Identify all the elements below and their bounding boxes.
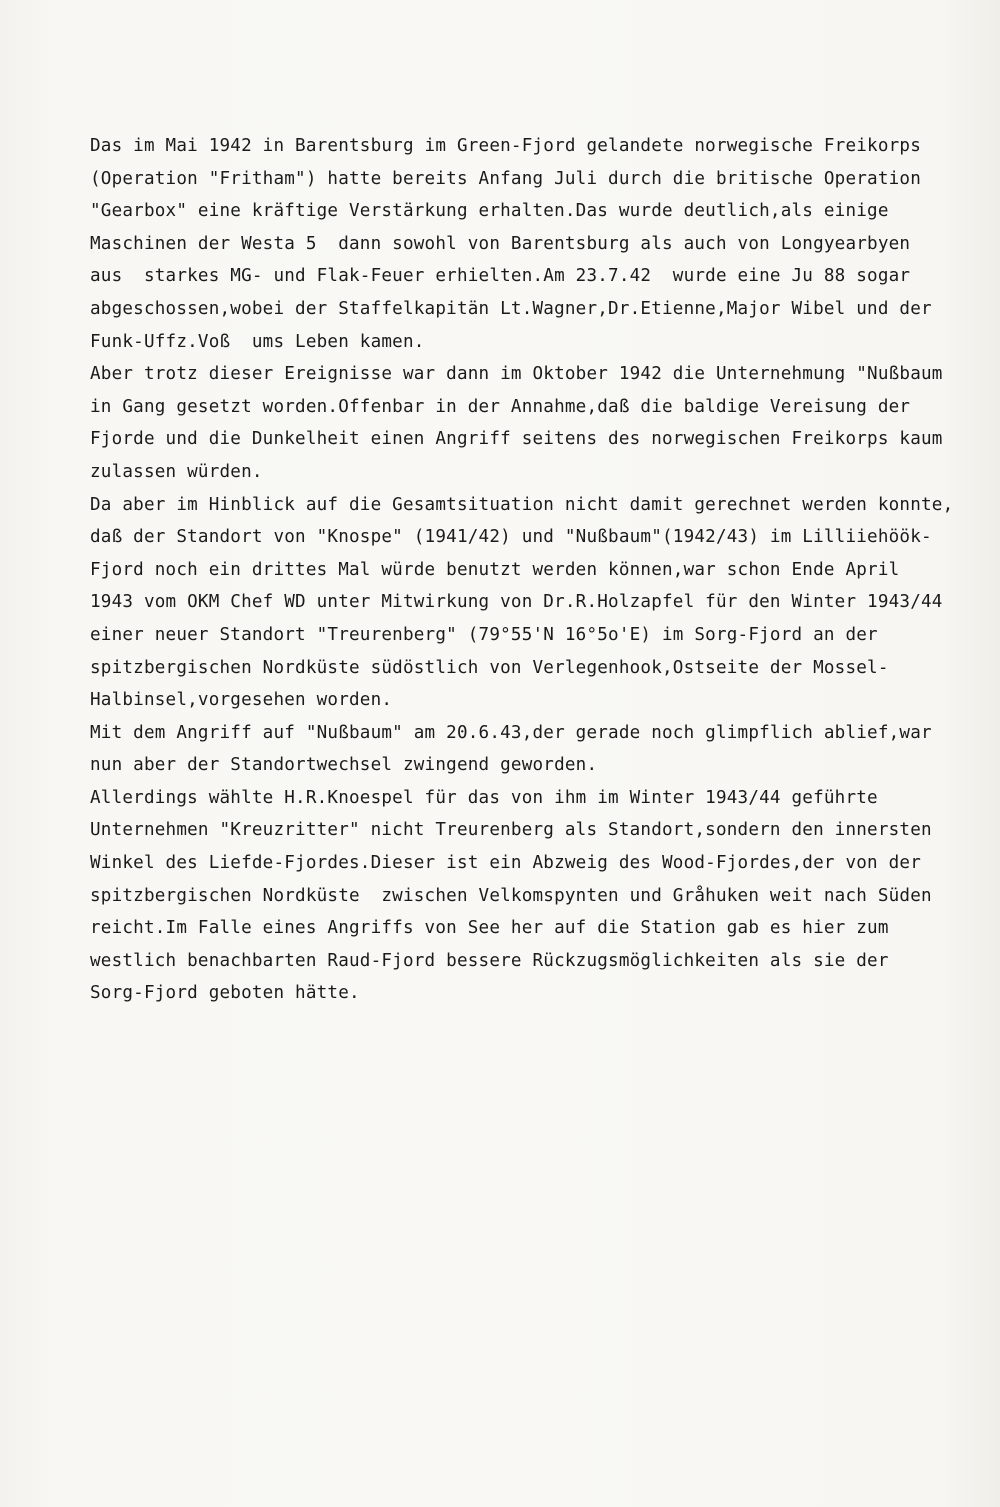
text-line: spitzbergischen Nordküste zwischen Velkomspynten und Gråhuken weit nach Süden xyxy=(90,885,932,906)
text-line: Aber trotz dieser Ereignisse war dann im Oktober 1942 die Unternehmung "Nußbaum xyxy=(90,364,943,385)
text-line: Winkel des Liefde-Fjordes.Dieser ist ein Abzweig des Wood-Fjordes,der von der xyxy=(90,853,922,874)
text-line: Allerdings wählte H.R.Knoespel für das von ihm im Winter 1943/44 geführte xyxy=(90,787,878,808)
text-line: in Gang gesetzt worden.Offenbar in der Annahme,daß die baldige Vereisung der xyxy=(90,396,911,417)
text-line: 1943 vom OKM Chef WD unter Mitwirkung von Dr.R.Holzapfel für den Winter 1943/44 xyxy=(90,592,943,613)
text-line: abgeschossen,wobei der Staffelkapitän Lt.Wagner,Dr.Etienne,Major Wibel und der xyxy=(90,298,932,319)
text-line: Halbinsel,vorgesehen worden. xyxy=(90,690,393,711)
text-line: (Operation "Fritham") hatte bereits Anfang Juli durch die britische Operation xyxy=(90,168,922,189)
text-line: Da aber im Hinblick auf die Gesamtsituation nicht damit gerechnet werden konnte, xyxy=(90,494,954,515)
text-line: reicht.Im Falle eines Angriffs von See her auf die Station gab es hier zum xyxy=(90,918,889,939)
text-line: Maschinen der Westa 5 dann sowohl von Barentsburg als auch von Longyearbyen xyxy=(90,233,911,254)
text-line: "Gearbox" eine kräftige Verstärkung erhalten.Das wurde deutlich,als einige xyxy=(90,201,889,222)
body-text xyxy=(90,130,970,1010)
text-line: Mit dem Angriff auf "Nußbaum" am 20.6.43,der gerade noch glimpflich ablief,war xyxy=(90,722,932,743)
text-line: Funk-Uffz.Voß ums Leben kamen. xyxy=(90,331,425,352)
text-line: spitzbergischen Nordküste südöstlich von Verlegenhook,Ostseite der Mossel- xyxy=(90,657,889,678)
text-line: Fjorde und die Dunkelheit einen Angriff seitens des norwegischen Freikorps kaum xyxy=(90,429,943,450)
text-line: nun aber der Standortwechsel zwingend geworden. xyxy=(90,755,598,776)
text-line: westlich benachbarten Raud-Fjord bessere Rückzugsmöglichkeiten als sie der xyxy=(90,950,889,971)
text-line: Sorg-Fjord geboten hätte. xyxy=(90,983,360,1004)
text-line: zulassen würden. xyxy=(90,461,263,482)
text-line: Das im Mai 1942 in Barentsburg im Green-Fjord gelandete norwegische Freikorps xyxy=(90,136,922,156)
text-line: aus starkes MG- und Flak-Feuer erhielten.Am 23.7.42 wurde eine Ju 88 sogar xyxy=(90,266,911,287)
text-line: daß der Standort von "Knospe" (1941/42) und "Nußbaum"(1942/43) im Lilliiehöök- xyxy=(90,527,932,548)
text-line: einer neuer Standort "Treurenberg" (79°55'N 16°5o'E) im Sorg-Fjord an der xyxy=(90,624,878,645)
text-line: Fjord noch ein drittes Mal würde benutzt werden können,war schon Ende April xyxy=(90,559,900,580)
text-line: Unternehmen "Kreuzritter" nicht Treurenberg als Standort,sondern den innersten xyxy=(90,820,932,841)
